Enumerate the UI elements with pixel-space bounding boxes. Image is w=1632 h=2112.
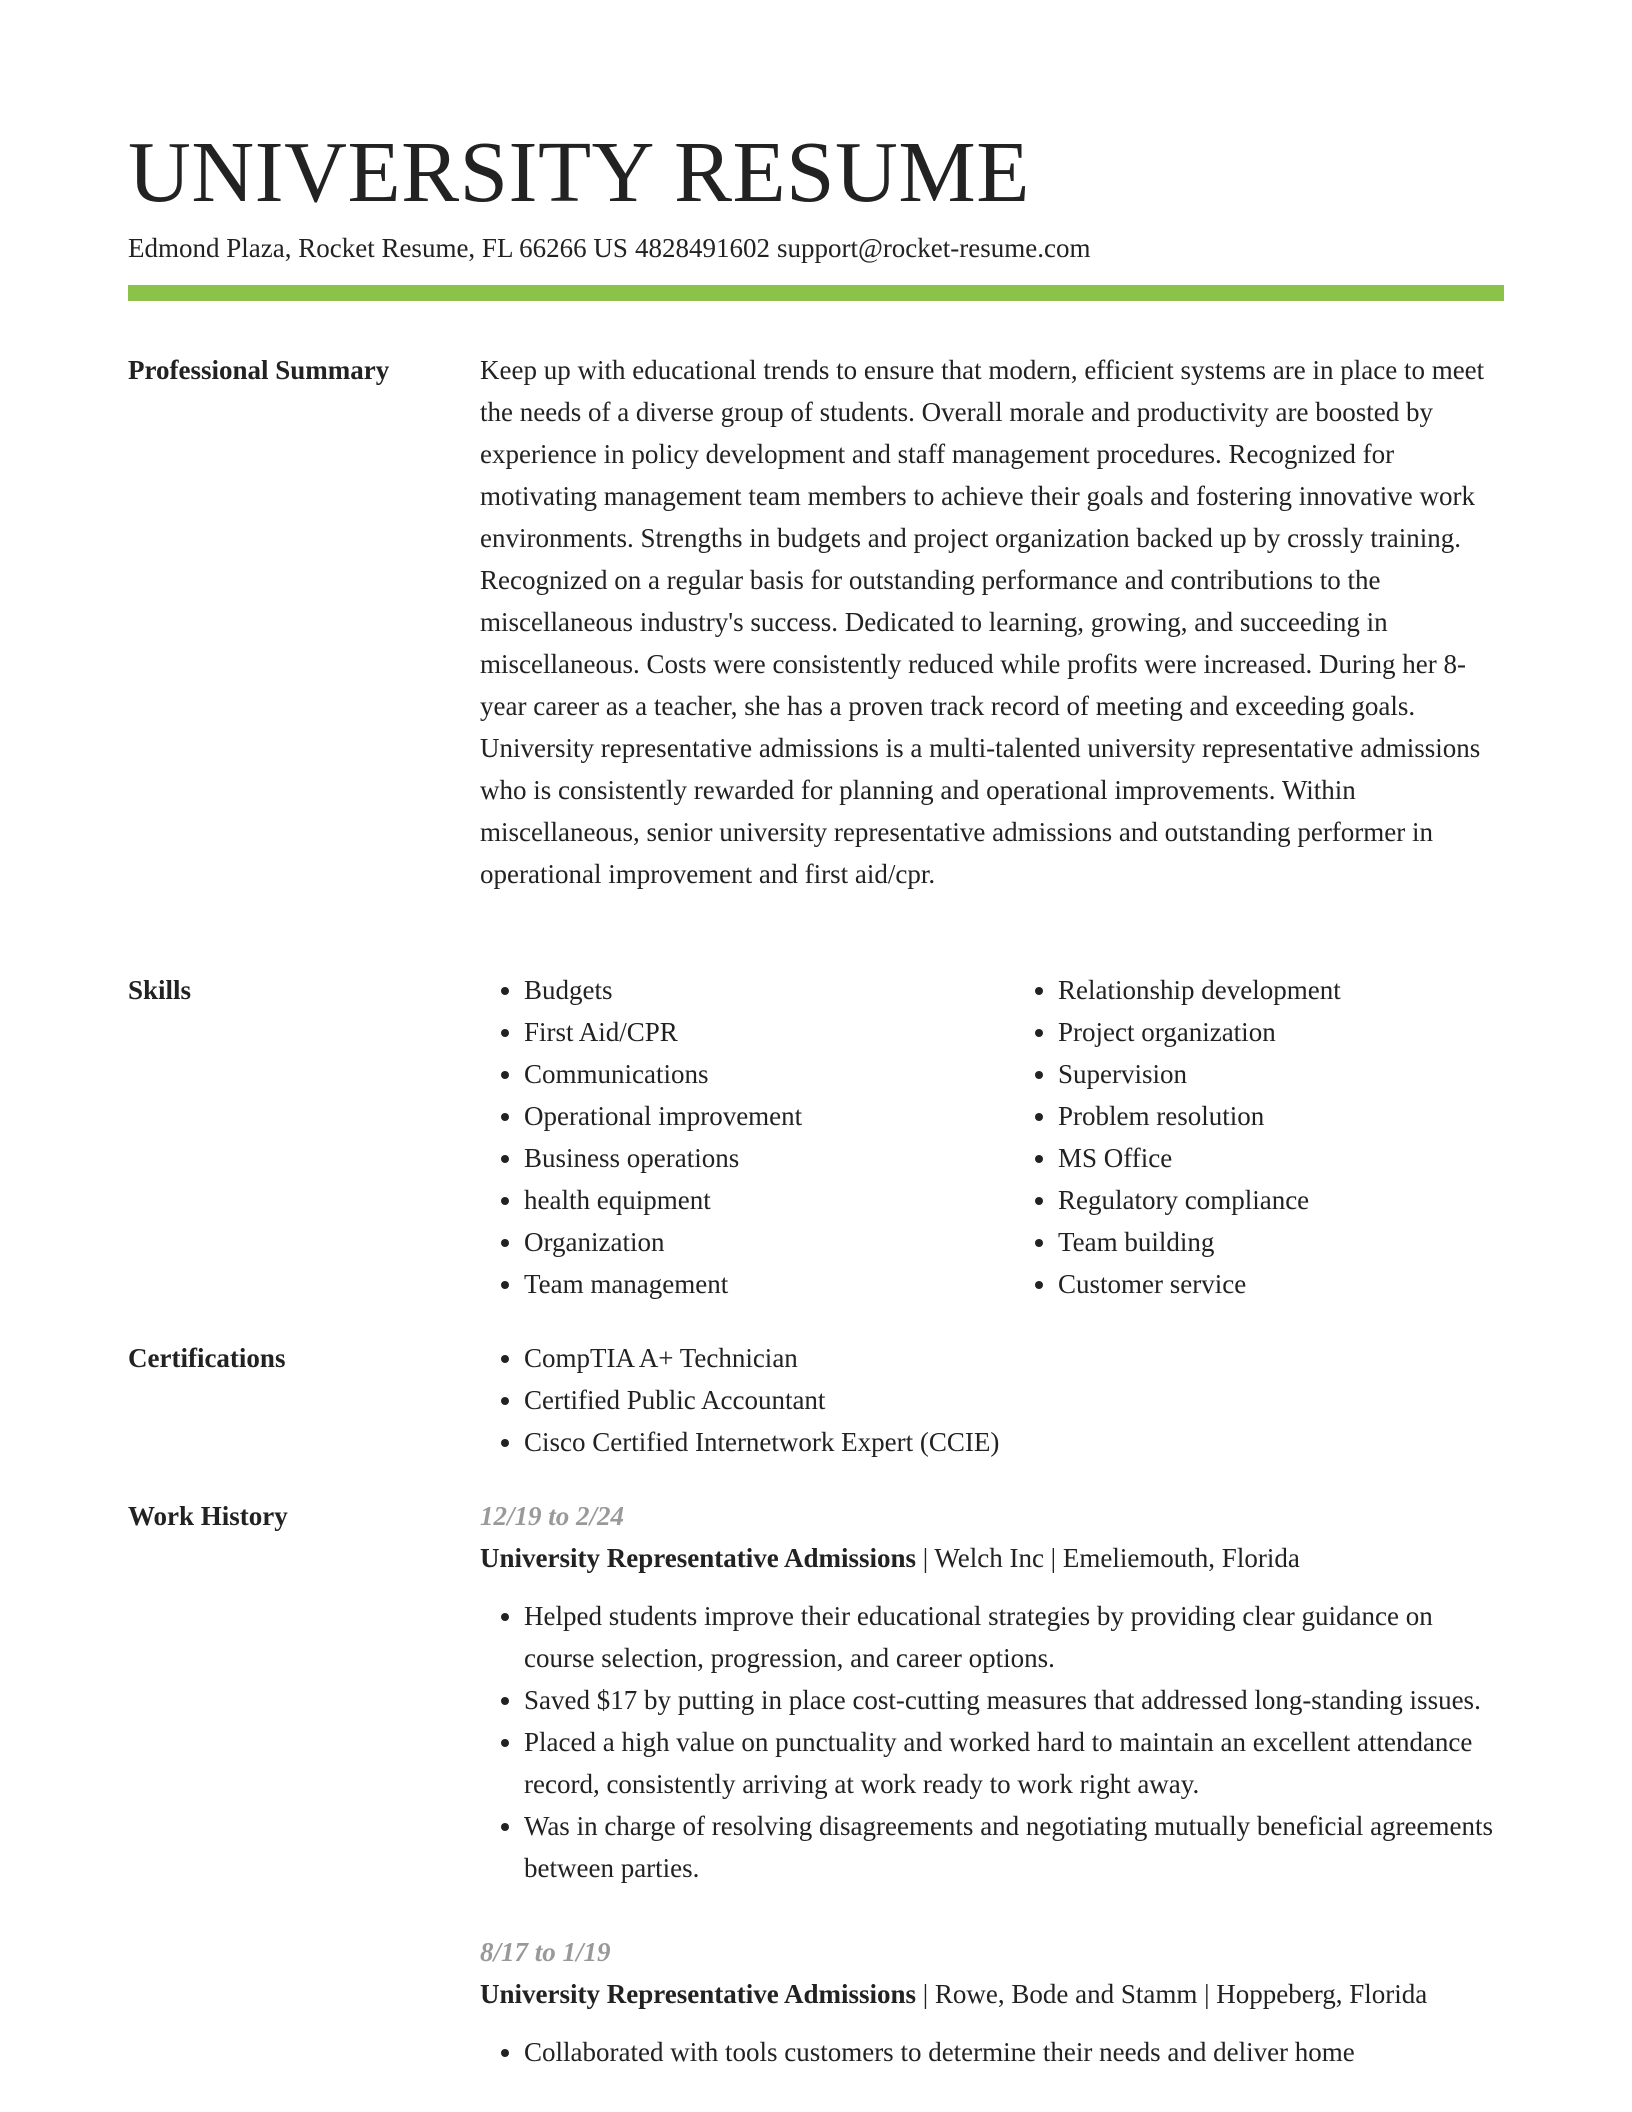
section-title-certifications: Certifications: [128, 1343, 286, 1373]
job-bullets: [480, 1595, 1504, 1889]
job-bullet: • Was in charge of resolving disagreements and negotiating mutually beneficial agreements between parties.: [524, 1805, 1504, 1889]
skill-item: • Budgets: [524, 969, 970, 1011]
job-bullet: • Saved $17 by putting in place cost-cutting measures that addressed long-standing issues.: [524, 1679, 1504, 1721]
skill-item: • Problem resolution: [1058, 1095, 1504, 1137]
header-divider: [128, 285, 1504, 301]
skill-item: • Regulatory compliance: [1058, 1179, 1504, 1221]
summary-body: [480, 349, 1504, 895]
contact-phone: 4828491602: [634, 233, 770, 263]
job-bullet: • Collaborated with tools customers to determine their needs and deliver home: [524, 2031, 1504, 2073]
skill-item: • Customer service: [1058, 1263, 1504, 1305]
job-employer-location: | Rowe, Bode and Stamm | Hoppeberg, Florida: [916, 1979, 1428, 2009]
skill-item: • Organization: [524, 1221, 970, 1263]
skill-item: • Team building: [1058, 1221, 1504, 1263]
resume-title: UNIVERSITY RESUME: [128, 123, 1030, 220]
summary-text: Keep up with educational trends to ensure that modern, efficient systems are in place to meet the needs of a diverse group of students. Overall morale and productivity are boosted by experience in policy development and staff management procedures. Recognized for motivating management team members to achieve their goals and fostering innovative work environments. Strengths in budgets and project organization backed up by crossly training. Recognized on a regular basis for outstanding performance and contributions to the miscellaneous industry's success. Dedicated to learning, growing, and succeeding in miscellaneous. Costs were consistently reduced while profits were increased. During her 8-year career as a teacher, she has a proven track record of meeting and exceeding goals. University representative admissions is a multi-talented university representative admissions who is consistently rewarded for planning and operational improvements. Within miscellaneous, senior university representative admissions and outstanding performer in operational improvement and first aid/cpr.: [480, 355, 1485, 889]
job-bullet: • Placed a high value on punctuality and worked hard to maintain an excellent attendance record, consistently arriving at work ready to work right away.: [524, 1721, 1504, 1805]
skill-item: • Business operations: [524, 1137, 970, 1179]
skill-item: • Communications: [524, 1053, 970, 1095]
certification-item: • Certified Public Accountant: [524, 1379, 1504, 1421]
job-title: University Representative Admissions: [480, 1979, 916, 2009]
contact-line: [128, 230, 1097, 266]
job-employer-location: | Welch Inc | Emeliemouth, Florida: [916, 1543, 1300, 1573]
skill-item: • Relationship development: [1058, 969, 1504, 1011]
certifications-list: [480, 1337, 1504, 1463]
skills-list-left: [480, 969, 970, 1305]
section-title-work-history: Work History: [128, 1501, 288, 1531]
skill-item: • Operational improvement: [524, 1095, 970, 1137]
contact-email: support@rocket-resume.com: [776, 233, 1091, 263]
certification-item: • Cisco Certified Internetwork Expert (CCIE): [524, 1421, 1504, 1463]
skills-body: [480, 969, 1504, 1305]
job-bullet: • Helped students improve their educational strategies by providing clear guidance on course selection, progression, and career options.: [524, 1595, 1504, 1679]
skill-item: • MS Office: [1058, 1137, 1504, 1179]
job-dates: 12/19 to 2/24: [480, 1501, 625, 1531]
certification-item: • CompTIA A+ Technician: [524, 1337, 1504, 1379]
job-dates: 8/17 to 1/19: [480, 1937, 611, 1967]
section-title-summary: Professional Summary: [128, 355, 390, 385]
skill-item: • First Aid/CPR: [524, 1011, 970, 1053]
certifications-body: [480, 1337, 1504, 1463]
job-heading: [480, 1537, 1504, 1579]
skill-item: • Team management: [524, 1263, 970, 1305]
skill-item: • Supervision: [1058, 1053, 1504, 1095]
job-heading: [480, 1973, 1504, 2015]
job-entry: [480, 1495, 1504, 1889]
contact-address: Edmond Plaza, Rocket Resume, FL 66266 US: [128, 233, 628, 263]
job-entry: [480, 1931, 1504, 2073]
skill-item: • Project organization: [1058, 1011, 1504, 1053]
skill-item: • health equipment: [524, 1179, 970, 1221]
section-title-skills: Skills: [128, 975, 192, 1005]
job-title: University Representative Admissions: [480, 1543, 916, 1573]
skills-list-right: [1014, 969, 1504, 1305]
job-bullets: [480, 2031, 1504, 2073]
work-history-body: [480, 1495, 1504, 2073]
